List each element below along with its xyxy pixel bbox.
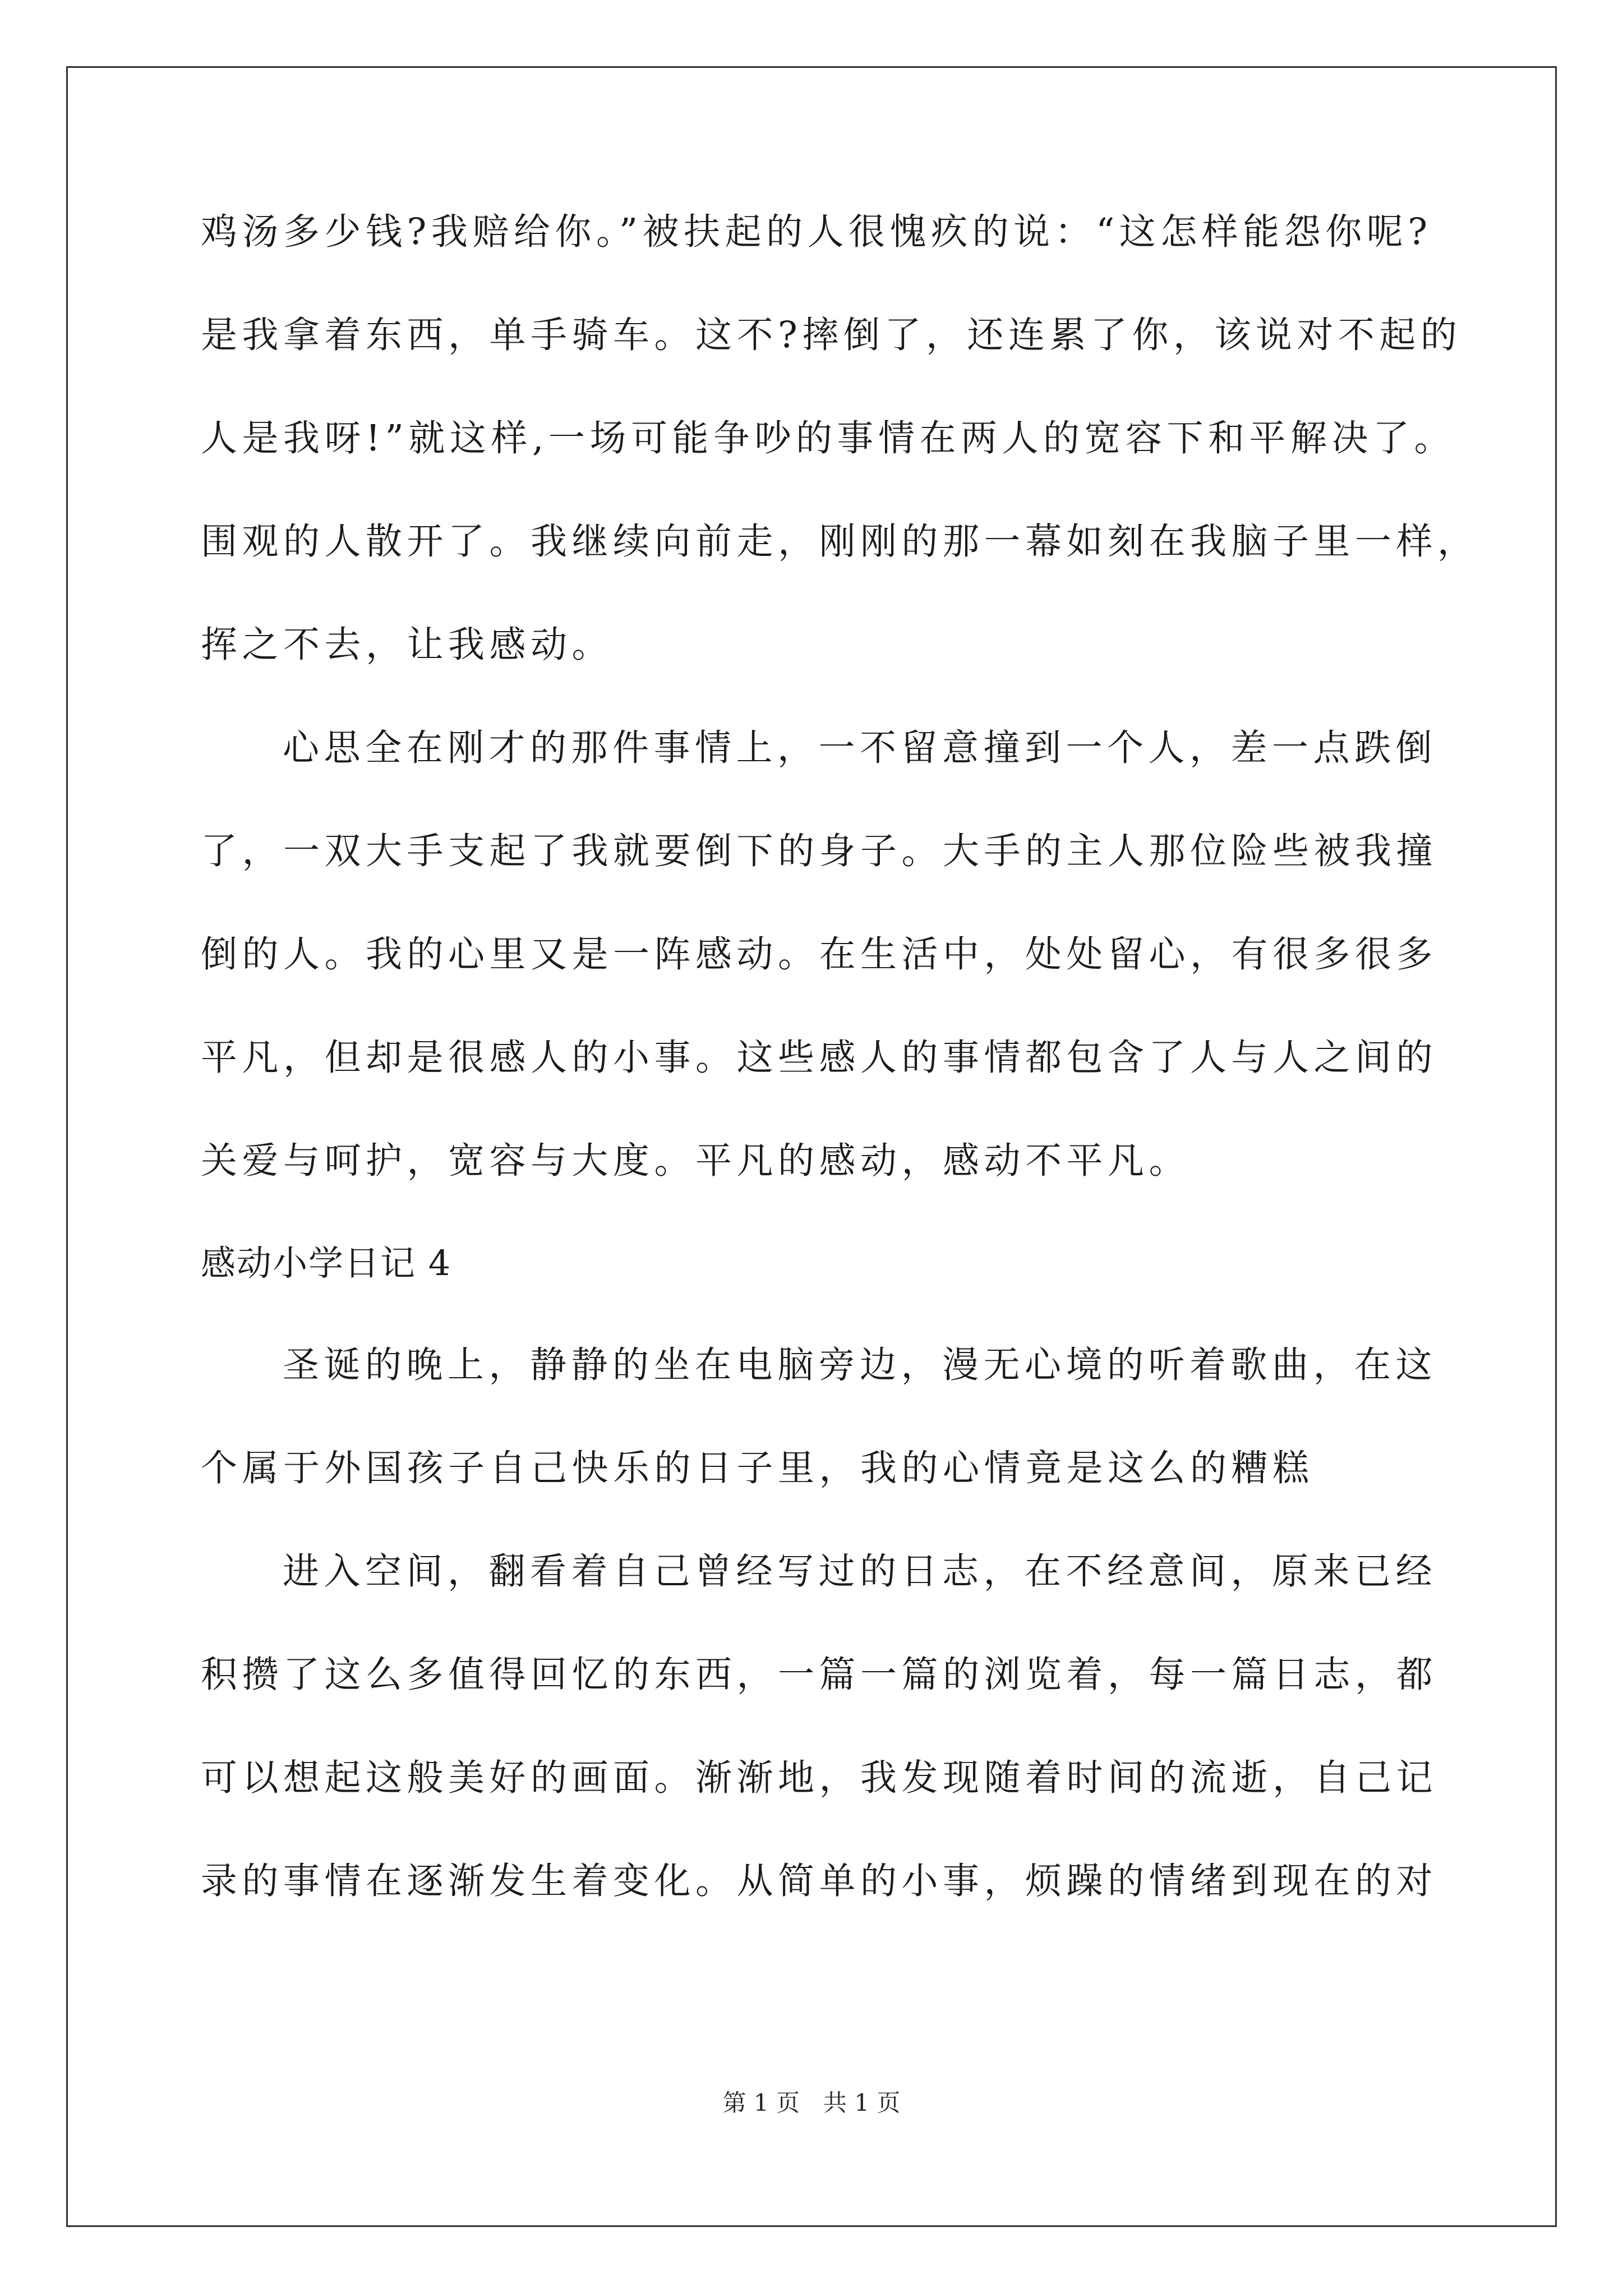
text-line: 积攒了这么多值得回忆的东西，一篇一篇的浏览着，每一篇日志，都 (201, 1654, 1438, 1696)
text-line: 心思全在刚才的那件事情上，一不留意撞到一个人，差一点跌倒 (283, 727, 1437, 769)
document-body (201, 211, 1479, 1963)
text-line: 人是我呀!”就这样,一场可能争吵的事情在两人的宽容下和平解决了。 (201, 417, 1456, 459)
text-line: 了，一双大手支起了我就要倒下的身子。大手的主人那位险些被我撞 (201, 830, 1438, 872)
text-line: 关爱与呵护，宽容与大度。平凡的感动，感动不平凡。 (201, 1140, 1191, 1182)
text-line: 个属于外国孩子自己快乐的日子里，我的心情竟是这么的糟糕 (201, 1447, 1314, 1489)
text-line: 倒的人。我的心里又是一阵感动。在生活中，处处留心，有很多很多 (201, 933, 1438, 976)
text-line: 鸡汤多少钱?我赔给你。”被扶起的人很愧疚的说：“这怎样能怨你呢? (201, 211, 1432, 253)
text-line: 挥之不去，让我感动。 (201, 624, 614, 666)
text-line: 可以想起这般美好的画面。渐渐地，我发现随着时间的流逝，自己记 (201, 1757, 1438, 1799)
text-line: 圣诞的晚上，静静的坐在电脑旁边，漫无心境的听着歌曲，在这 (283, 1344, 1437, 1386)
text-line: 平凡，但却是很感人的小事。这些感人的事情都包含了人与人之间的 (201, 1037, 1438, 1079)
section-heading: 感动小学日记 4 (201, 1243, 452, 1283)
text-line: 围观的人散开了。我继续向前走，刚刚的那一幕如刻在我脑子里一样， (201, 521, 1479, 563)
text-line: 是我拿着东西，单手骑车。这不?摔倒了，还连累了你，该说对不起的 (201, 314, 1462, 356)
page-number-footer: 第 1 页 共 1 页 (722, 2089, 901, 2116)
text-line: 录的事情在逐渐发生着变化。从简单的小事，烦躁的情绪到现在的对 (201, 1860, 1438, 1902)
text-line: 进入空间，翻看着自己曾经写过的日志，在不经意间，原来已经 (283, 1550, 1437, 1593)
